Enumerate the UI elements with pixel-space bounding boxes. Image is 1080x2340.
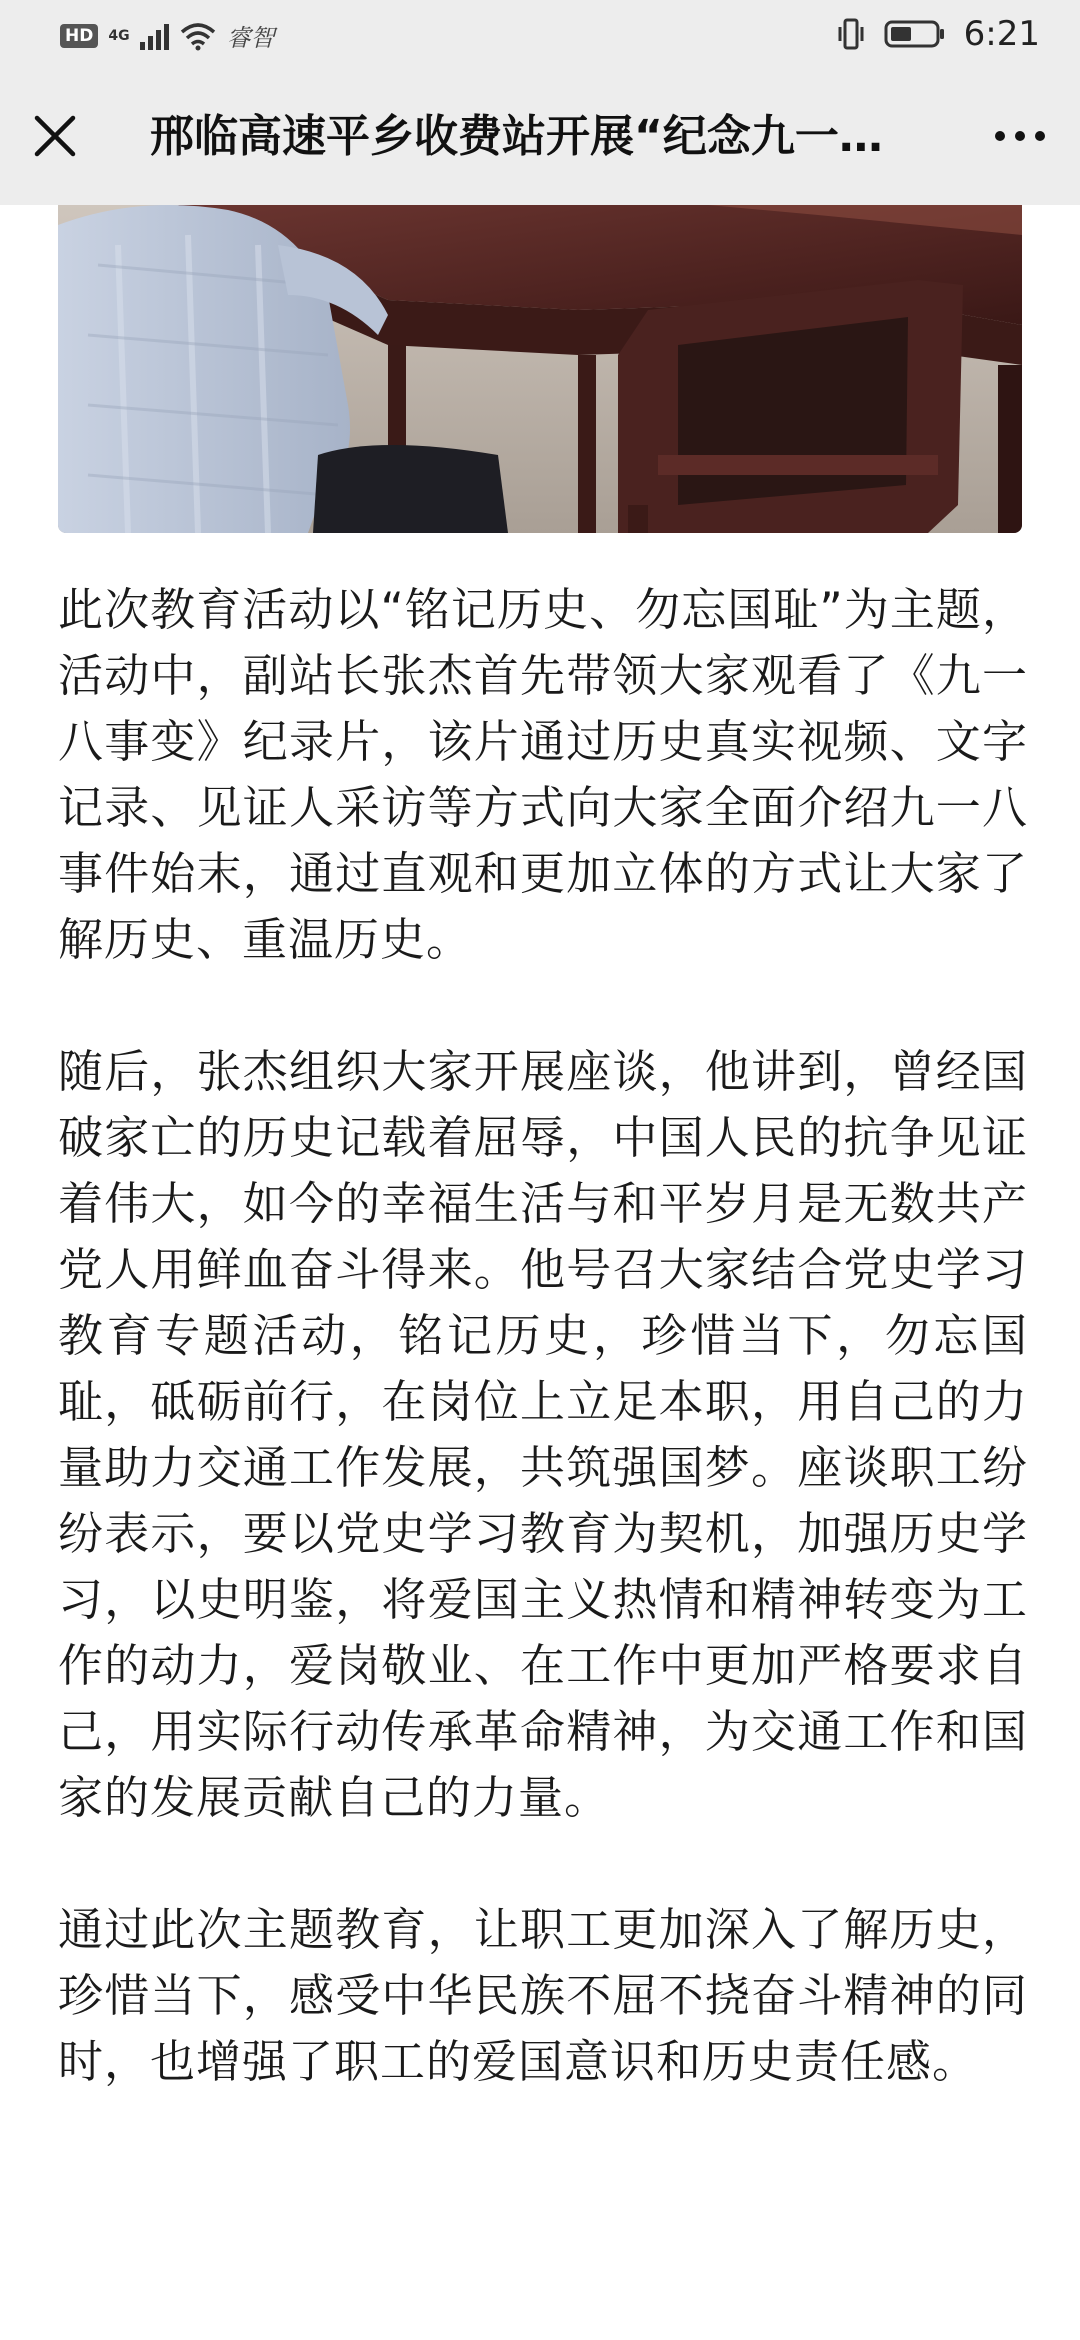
article-paragraph-3: 通过此次主题教育，让职工更加深入了解历史，珍惜当下，感受中华民族不屈不挠奋斗精神的同时，也增强了职工的爱国意识和历史责任感。 <box>58 1903 1028 2088</box>
status-right <box>836 14 1040 54</box>
wifi-icon <box>179 21 217 51</box>
more-icon-dot <box>1015 131 1025 141</box>
article-paragraph-2: 随后，张杰组织大家开展座谈，他讲到，曾经国破家亡的历史记载着屈辱，中国人民的抗争见证着伟大，如今的幸福生活与和平岁月是无数共产党人用鲜血奋斗得来。他号召大家结合党史学习教育专题活动，铭记历史，珍惜当下，勿忘国耻，砥砺前行，在岗位上立足本职，用自己的力量助力交通工作发展，共筑强国梦。座谈职工纷纷表示，要以党史学习教育为契机，加强历史学习，以史明鉴，将爱国主义热情和精神转变为工作的动力，爱岗敬业、在工作中更加严格要求自己，用实际行动传承革命精神，为交通工作和国家的发展贡献自己的力量。 <box>58 1045 1028 1824</box>
carrier-label: 睿智 <box>226 24 275 52</box>
article-photo[interactable] <box>58 205 1022 533</box>
close-button[interactable] <box>22 103 88 169</box>
vibrate-icon <box>836 17 866 51</box>
status-time: 6:21 <box>963 14 1040 54</box>
more-icon-dot <box>1035 131 1045 141</box>
meeting-room-image <box>58 205 1022 533</box>
article-body <box>58 577 1028 2161</box>
more-button[interactable] <box>984 103 1056 169</box>
status-left <box>60 18 275 53</box>
hd-badge-icon: HD <box>60 24 98 48</box>
status-bar <box>0 0 1080 75</box>
close-icon <box>33 114 77 158</box>
battery-icon <box>884 19 946 49</box>
page-title: 邢临高速平乡收费站开展“纪念九一… <box>150 111 883 162</box>
signal-icon <box>140 22 169 50</box>
network-type-label: 4G <box>108 27 130 44</box>
article-content[interactable] <box>0 205 1080 2340</box>
more-icon-dot <box>995 131 1005 141</box>
nav-bar <box>0 75 1080 205</box>
article-paragraph-1: 此次教育活动以“铭记历史、勿忘国耻”为主题，活动中，副站长张杰首先带领大家观看了《九一八事变》纪录片，该片通过历史真实视频、文字记录、见证人采访等方式向大家全面介绍九一八事件始末，通过直观和更加立体的方式让大家了解历史、重温历史。 <box>58 583 1028 966</box>
